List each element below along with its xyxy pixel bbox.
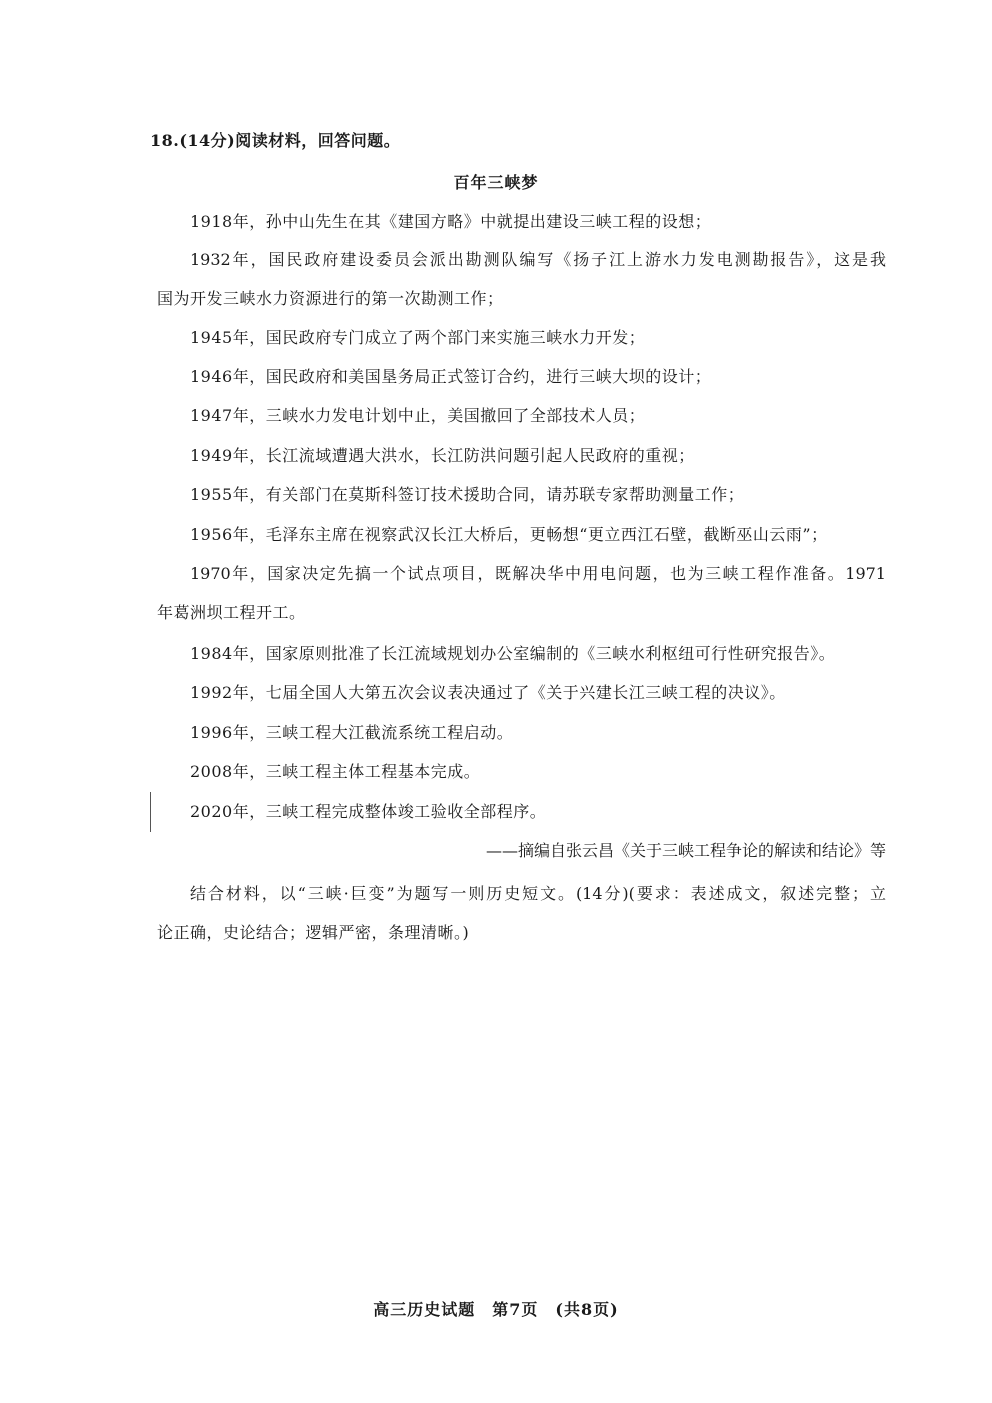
entry-2008: 2008年，三峡工程主体工程基本完成。 (190, 762, 481, 781)
entry-1932-line1: 1932年，国民政府建设委员会派出勘测队编写《扬子江上游水力发电测勘报告》，这是我 (190, 250, 886, 269)
entry-1970-line1: 1970年，国家决定先搞一个试点项目，既解决华中用电问题，也为三峡工程作准备。1971 (190, 564, 886, 583)
task-line-1: 结合材料，以“三峡·巨变”为题写一则历史短文。(14分)(要求：表述成文，叙述完整；立 (190, 884, 886, 903)
entry-1996: 1996年，三峡工程大江截流系统工程启动。 (190, 723, 514, 742)
material-title: 百年三峡梦 (453, 173, 539, 192)
entry-1984: 1984年，国家原则批准了长江流域规划办公室编制的《三峡水利枢纽可行性研究报告》。 (190, 644, 836, 663)
entry-2020: 2020年，三峡工程完成整体竣工验收全部程序。 (190, 802, 547, 821)
task-line-2: 论正确，史论结合；逻辑严密，条理清晰。) (157, 923, 470, 942)
question-header: 18.(14分)阅读材料，回答问题。 (150, 131, 401, 150)
page-footer: 高三历史试题 第7页 (共8页) (373, 1300, 619, 1319)
entry-1970-line2: 年葛洲坝工程开工。 (157, 603, 306, 622)
material-source: ——摘编自张云昌《关于三峡工程争论的解读和结论》等 (485, 841, 886, 860)
entry-1947: 1947年，三峡水力发电计划中止，美国撤回了全部技术人员； (190, 406, 646, 425)
entry-1955: 1955年，有关部门在莫斯科签订技术援助合同，请苏联专家帮助测量工作； (190, 485, 745, 504)
margin-mark (150, 792, 151, 832)
entry-1956: 1956年，毛泽东主席在视察武汉长江大桥后，更畅想“更立西江石壁，截断巫山云雨”； (190, 525, 828, 544)
entry-1945: 1945年，国民政府专门成立了两个部门来实施三峡水力开发； (190, 328, 646, 347)
entry-1992: 1992年，七届全国人大第五次会议表决通过了《关于兴建长江三峡工程的决议》。 (190, 683, 786, 702)
entry-1918: 1918年，孙中山先生在其《建国方略》中就提出建设三峡工程的设想； (190, 212, 712, 231)
entry-1946: 1946年，国民政府和美国垦务局正式签订合约，进行三峡大坝的设计； (190, 367, 712, 386)
entry-1932-line2: 国为开发三峡水力资源进行的第一次勘测工作； (157, 289, 504, 308)
entry-1949: 1949年，长江流域遭遇大洪水，长江防洪问题引起人民政府的重视； (190, 446, 695, 465)
